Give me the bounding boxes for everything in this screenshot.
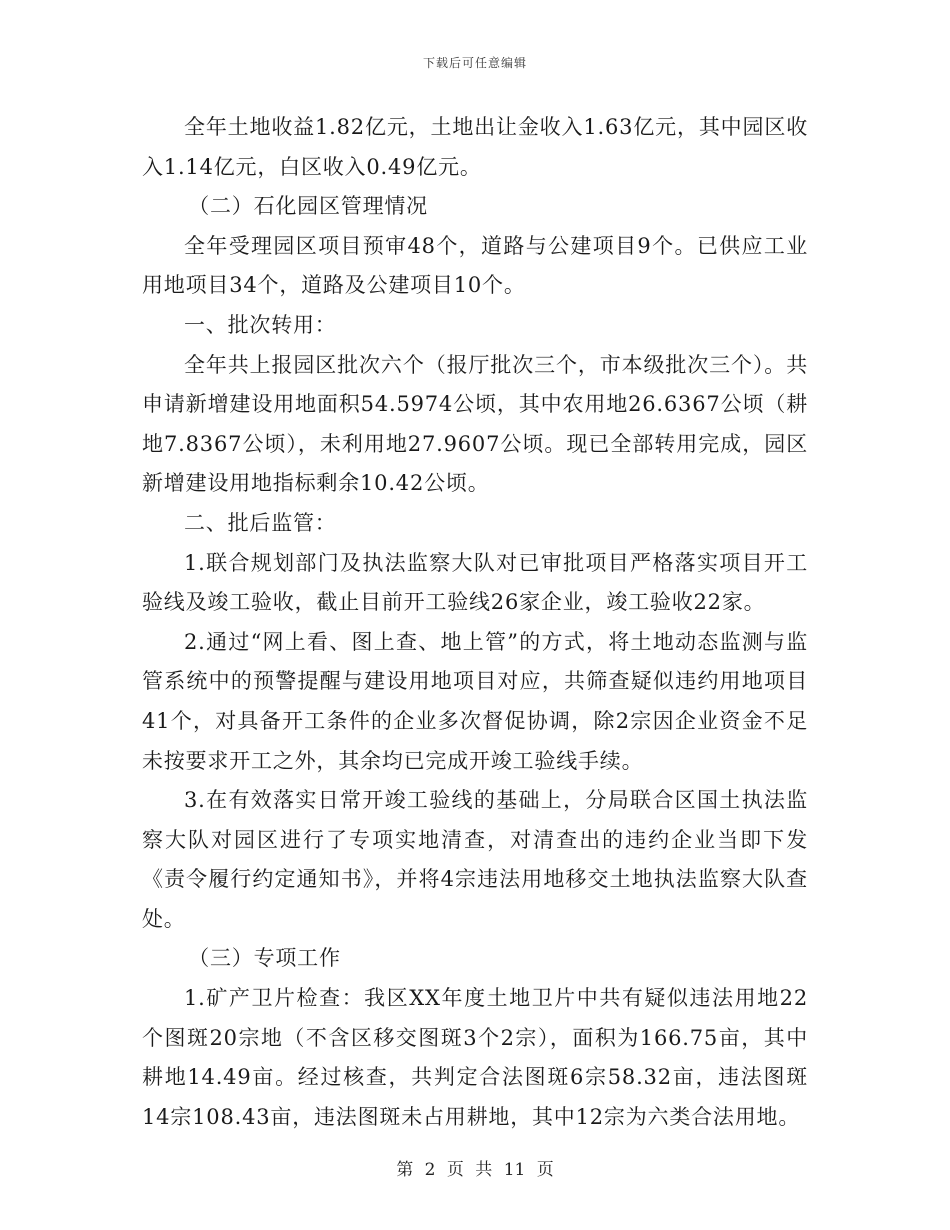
paragraph-item-2: 2.通过“网上看、图上查、地上管”的方式，将土地动态监测与监管系统中的预警提醒与建设用地项目对应，共筛查疑似违约用地项目41个，对具备开工条件的企业多次督促协调，除2宗因企业资金不足未按要求开工之外，其余均已完成开竣工验线手续。 <box>142 629 808 773</box>
page-footer: 第 2 页 共 11 页 <box>396 1160 554 1180</box>
subheading-post-approval-supervision: 二、批后监管： <box>184 510 337 535</box>
paragraph-project-review: 全年受理园区项目预审48个，道路与公建项目9个。已供应工业用地项目34个，道路及公建项目10个。 <box>142 233 808 298</box>
section-heading-special-work: （三）专项工作 <box>188 946 341 971</box>
document-body <box>142 108 808 1137</box>
paragraph-item-3: 3.在有效落实日常开竣工验线的基础上，分局联合区国土执法监察大队对园区进行了专项实地清查，对清查出的违约企业当即下发《责令履行约定通知书》，并将4宗违法用地移交土地执法监察大队查处。 <box>142 788 808 931</box>
section-heading-petrochem-park: （二）石化园区管理情况 <box>188 194 428 219</box>
paragraph-item-1: 1.联合规划部门及执法监察大队对已审批项目严格落实项目开工验线及竣工验收，截止目前开工验线26家企业，竣工验收22家。 <box>142 550 808 615</box>
paragraph-batch-conversion: 全年共上报园区批次六个（报厅批次三个，市本级批次三个）。共申请新增建设用地面积54.5974公顷，其中农用地26.6367公顷（耕地7.8367公顷），未利用地27.9607公顷。现已全部转用完成，园区新增建设用地指标剩余10.42公顷。 <box>142 352 808 496</box>
paragraph-land-revenue: 全年土地收益1.82亿元，土地出让金收入1.63亿元，其中园区收入1.14亿元，白区收入0.49亿元。 <box>142 115 808 179</box>
paragraph-satellite-inspection: 1.矿产卫片检查：我区XX年度土地卫片中共有疑似违法用地22个图斑20宗地（不含区移交图斑3个2宗），面积为166.75亩，其中耕地14.49亩。经过核查，共判定合法图斑6宗58.32亩，违法图斑14宗108.43亩，违法图斑未占用耕地，其中12宗为六类合法用地。 <box>142 986 808 1129</box>
page-header: 下载后可任意编辑 <box>422 56 527 70</box>
subheading-batch-conversion: 一、批次转用： <box>184 312 337 337</box>
